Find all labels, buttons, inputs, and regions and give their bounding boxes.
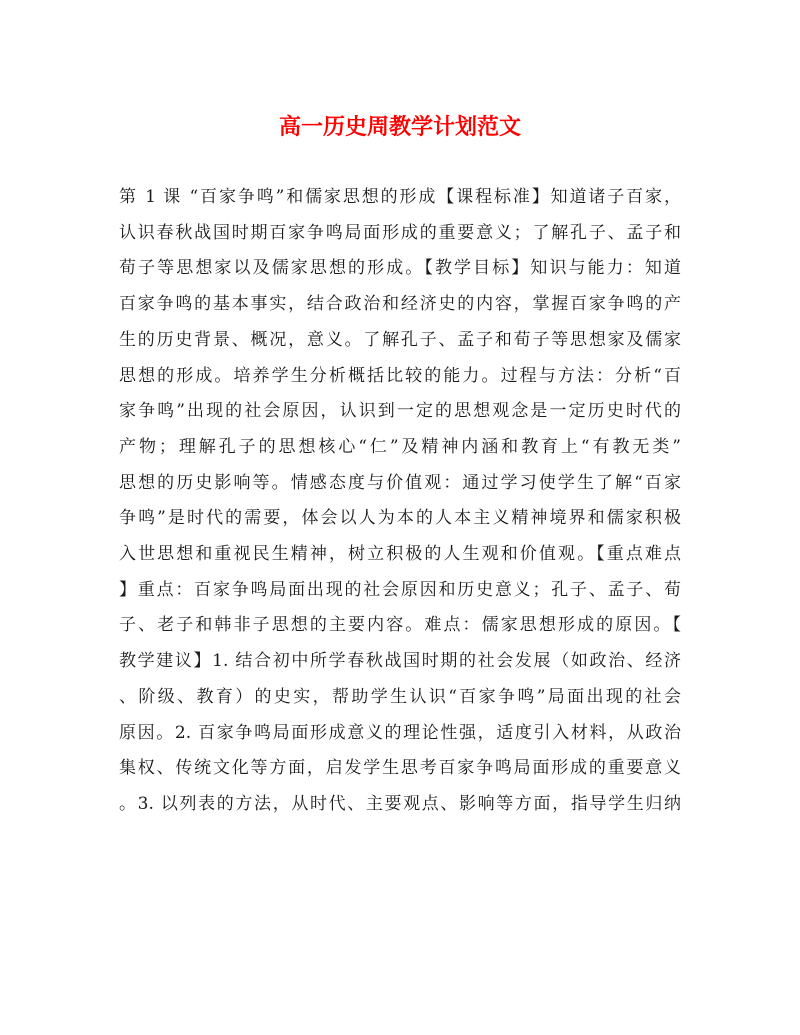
body-line: 。3. 以列表的方法，从时代、主要观点、影响等方面，指导学生归纳 [119,793,681,814]
body-line: 思想的历史影响等。情感态度与价值观：通过学习使学生了解“百家 [119,472,681,493]
body-line: 家争鸣”出现的社会原因，认识到一定的思想观念是一定历史时代的 [119,401,681,422]
document-body [119,180,681,823]
body-line: 】重点：百家争鸣局面出现的社会原因和历史意义；孔子、孟子、荀 [119,579,681,600]
body-line: 生的历史背景、概况，意义。了解孔子、孟子和荀子等思想家及儒家 [119,329,681,350]
body-line: 思想的形成。培养学生分析概括比较的能力。过程与方法：分析“百 [119,365,681,386]
body-line: 集权、传统文化等方面，启发学生思考百家争鸣局面形成的重要意义 [119,758,681,779]
body-line: 争鸣”是时代的需要，体会以人为本的人本主义精神境界和儒家积极 [119,508,681,529]
body-line: 荀子等思想家以及儒家思想的形成。【教学目标】知识与能力：知道 [119,258,681,279]
body-line: 认识春秋战国时期百家争鸣局面形成的重要意义；了解孔子、孟子和 [119,222,681,243]
body-line: 产物；理解孔子的思想核心“仁”及精神内涵和教育上“有教无类” [119,436,681,457]
body-line: 原因。2. 百家争鸣局面形成意义的理论性强，适度引入材料，从政治 [119,722,681,743]
body-line: 第 1 课 “百家争鸣”和儒家思想的形成【课程标准】知道诸子百家， [119,187,681,207]
document-title: 高一历史周教学计划范文 [278,114,521,140]
body-line: 百家争鸣的基本事实，结合政治和经济史的内容，掌握百家争鸣的产 [119,294,681,315]
body-line: 入世思想和重视民生精神，树立积极的人生观和价值观。【重点难点 [119,544,681,565]
body-line: 、阶级、教育）的史实，帮助学生认识“百家争鸣”局面出现的社会 [119,686,681,707]
body-line: 子、老子和韩非子思想的主要内容。难点：儒家思想形成的原因。【 [119,615,681,636]
body-line: 教学建议】1. 结合初中所学春秋战国时期的社会发展（如政治、经济 [119,651,681,672]
